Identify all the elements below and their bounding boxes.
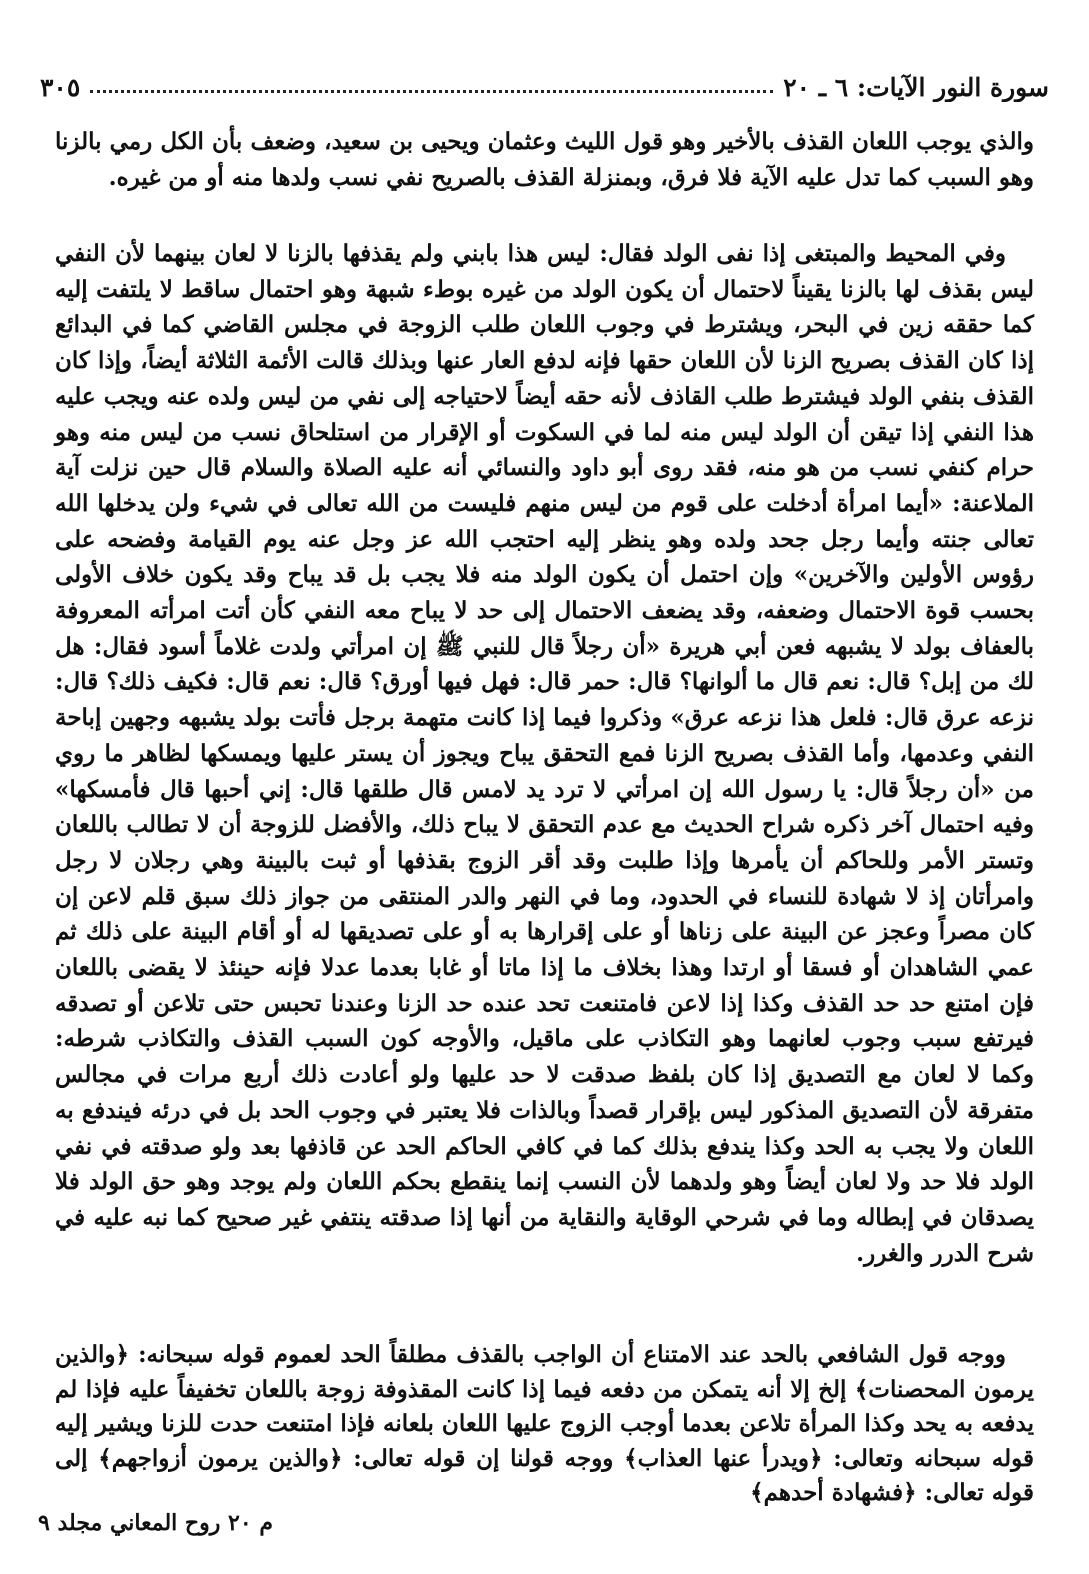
page-number: ٣٠٥ (40, 73, 81, 102)
paragraph-1: والذي يوجب اللعان القذف بالأخير وهو قول الليث وعثمان ويحيى بن سعيد، وضعف بأن الكل رمي بالزنا وهو السبب كما تدل عليه الآية فلا فرق، وبمنزلة القذف بالصريح نفي نسب ولدها منه أو من غيره. (55, 128, 1034, 191)
page-header (40, 62, 1049, 102)
paragraph-2: وفي المحيط والمبتغى إذا نفى الولد فقال: ليس هذا بابني ولم يقذفها بالزنا لا لعان بينهما لأن النفي ليس بقذف لها بالزنا يقيناً لاحتمال أن يكون الولد من غيره بوطء شبهة وهو احتمال ساقط لا يلتفت إليه كما حققه زين في البحر، ويشترط في وجوب اللعان طلب الزوجة في مجلس القاضي كما في البدائع إذا كان القذف بصريح الزنا لأن اللعان حقها فإنه لدفع العار عنها وبذلك قالت الأئمة الثلاثة أيضاً، وإذا كان القذف بنفي الولد فيشترط طلب القاذف لأنه حقه أيضاً لاحتياجه إلى نفي من ليس ولده عنه ويجب عليه هذا النفي إذا تيقن أن الولد ليس منه لما في السكوت أو الإقرار من استلحاق نسب من ليس منه وهو حرام كنفي نسب من هو منه، فقد روى أبو داود والنسائي أنه عليه الصلاة والسلام قال حين نزلت آية الملاعنة: «أيما امرأة أدخلت على قوم من ليس منهم فليست من الله تعالى في شيء ولن يدخلها الله تعالى جنته وأيما رجل جحد ولده وهو ينظر إليه احتجب الله عز وجل عنه يوم القيامة وفضحه على رؤوس الأولين والآخرين» وإن احتمل أن يكون الولد منه فلا يجب بل قد يباح وقد يكون خلاف الأولى بحسب قوة الاحتمال وضعفه، وقد يضعف الاحتمال إلى حد لا يباح معه النفي كأن أتت امرأته المعروفة بالعفاف بولد لا يشبهه فعن أبي هريرة «أن رجلاً قال للنبي ﷺ إن امرأتي ولدت غلاماً أسود فقال: هل لك من إبل؟ قال: نعم قال ما ألوانها؟ قال: حمر قال: فهل فيها أورق؟ قال: نعم قال: فكيف ذلك؟ قال: نزعه عرق قال: فلعل هذا نزعه عرق» وذكروا فيما إذا كانت متهمة برجل فأتت بولد يشبهه وجهين إباحة النفي وعدمها، وأما القذف بصريح الزنا فمع التحقق يباح ويجوز أن يستر عليها ويمسكها لظاهر ما روي من «أن رجلاً قال: يا رسول الله إن امرأتي لا ترد يد لامس قال طلقها قال: إني أحبها قال فأمسكها» وفيه احتمال آخر ذكره شراح الحديث مع عدم التحقق لا يباح ذلك، والأفضل للزوجة أن لا تطالب باللعان وتستر الأمر وللحاكم أن يأمرها وإذا طلبت وقد أقر الزوج بقذفها أو ثبت بالبينة وهي رجلان لا رجل وامرأتان إذ لا شهادة للنساء في الحدود، وما في النهر والدر المنتقى من جواز ذلك سبق قلم لاعن إن كان مصراً وعجز عن البينة على زناها أو على إقرارها به أو على تصديقها له أو أقام البينة على ذلك ثم عمي الشاهدان أو فسقا أو ارتدا وهذا بخلاف ما إذا ماتا أو غابا بعدما عدلا فإنه حينئذ لا يقضى باللعان فإن امتنع حد حد القذف وكذا إذا لاعن فامتنعت تحد عنده حد الزنا وعندنا تحبس حتى تلاعن أو تصدقه فيرتفع سبب وجوب لعانهما وهو التكاذب على ماقيل، والأوجه كون السبب القذف والتكاذب شرطه: وكما لا لعان مع التصديق إذا كان بلفظ صدقت لا حد عليها ولو أعادت ذلك أربع مرات في مجالس متفرقة لأن التصديق المذكور ليس بإقرار قصداً وبالذات فلا يعتبر في وجوب الحد بل في درئه فيندفع به اللعان ولا يجب به الحد وكذا يندفع بذلك كما في كافي الحاكم الحد عن قاذفها بعد ولو صدقته في نفي الولد فلا حد ولا لعان أيضاً وهو ولدهما لأن النسب إنما ينقطع بحكم اللعان ولم يوجد وهو حق الولد فلا يصدقان في إبطاله وما في شرحي الوقاية والنقاية من أنها إذا صدقته ينتفي غير صحيح كما نبه عليه في شرح الدرر والغرر. (55, 240, 1034, 1267)
header-leader-dots (90, 90, 773, 93)
footer-signature: م ٢٠ روح المعاني مجلد ٩ (38, 1510, 273, 1536)
running-title: سورة النور الآيات: ٦ ـ ٢٠ (783, 73, 1049, 102)
paragraph-3: ووجه قول الشافعي بالحد عند الامتناع أن الواجب بالقذف مطلقاً الحد لعموم قوله سبحانه: ﴿والذين يرمون المحصنات﴾ إلخ إلا أنه يتمكن من دفعه فيما إذا كانت المقذوفة زوجة باللعان تخفيفاً عليه فإذا لم يدفعه به يحد وكذا المرأة تلاعن بعدما أوجب الزوج عليها اللعان بلعانه فإذا امتنعت حدت للزنا ويشير إليه قوله سبحانه وتعالى: ﴿ويدرأ عنها العذاب﴾ ووجه قولنا إن قوله تعالى: ﴿والذين يرمون أزواجهم﴾ إلى قوله تعالى: ﴿فشهادة أحدهم﴾ (55, 1341, 1034, 1506)
